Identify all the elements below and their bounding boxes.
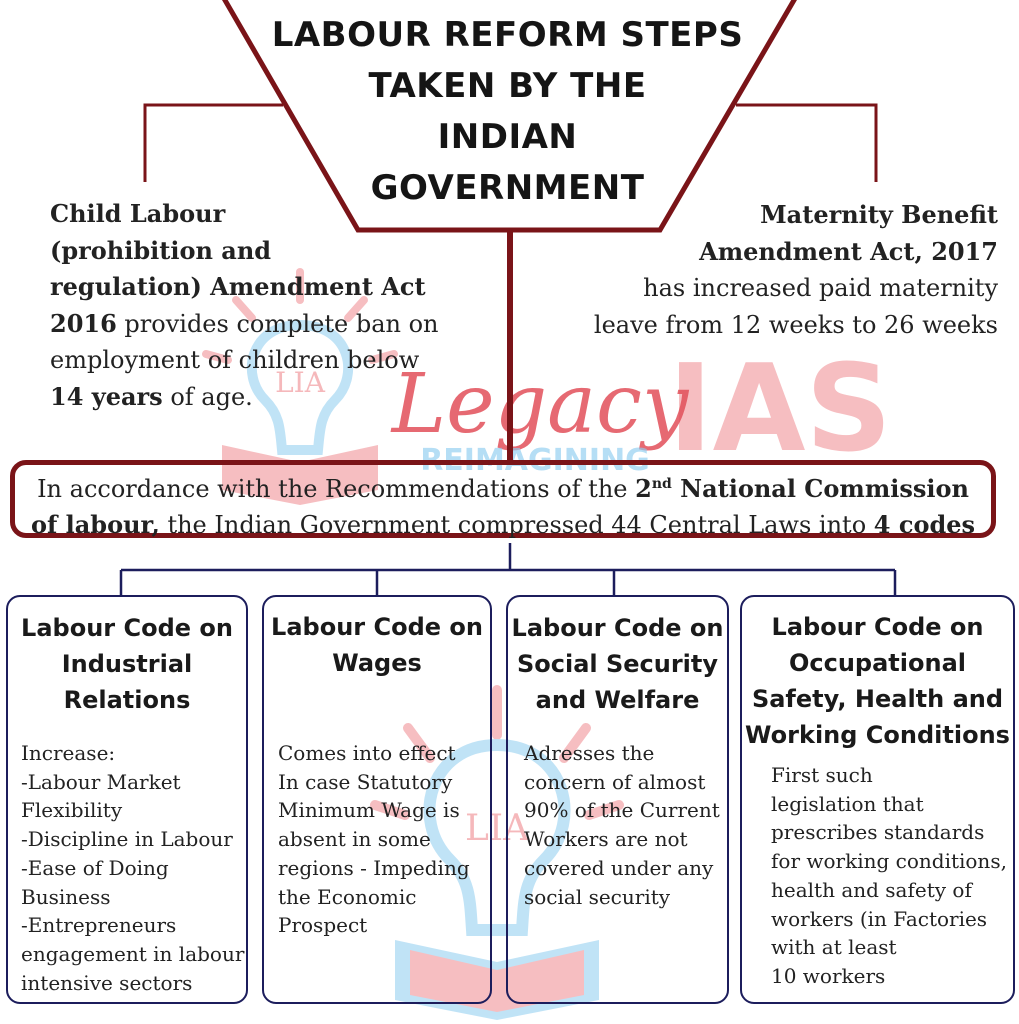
act-description: provides complete ban on — [116, 309, 439, 338]
code-card-social-security — [506, 595, 729, 1004]
act-name-line: regulation) Amendment Act — [50, 272, 426, 301]
banner-text: In accordance with the Recommendations of the — [37, 475, 636, 503]
card-body-line: Flexibility — [21, 798, 123, 823]
watermark-logo-text: LIA — [275, 366, 325, 399]
act-description: leave from 12 weeks to 26 weeks — [593, 310, 998, 339]
banner-codes-count: 4 codes — [873, 510, 976, 539]
card-title — [742, 609, 1013, 753]
card-body-line: workers (in Factories — [771, 906, 988, 931]
card-body-line: Business — [21, 884, 111, 909]
child-labour-act-text — [50, 196, 480, 415]
banner-ordinal-suffix: nd — [651, 476, 672, 492]
age-limit: 14 years — [50, 381, 163, 411]
banner-commission: of labour, — [30, 510, 160, 539]
card-body-line: regions - Impeding — [278, 855, 470, 880]
card-body-line: covered under any — [524, 855, 714, 880]
act-year: 2016 — [50, 308, 117, 338]
card-body — [524, 739, 720, 911]
card-title-line: Working Conditions — [745, 721, 1010, 749]
card-body-line: concern of almost — [524, 769, 706, 794]
card-body-line: absent in some — [278, 827, 431, 852]
code-card-occupational-safety — [740, 595, 1015, 1004]
maternity-act-text — [560, 197, 998, 343]
act-description: employment of children below — [50, 346, 420, 374]
card-body — [771, 761, 1007, 991]
card-title-line: Labour Code on — [271, 613, 483, 641]
card-body-line: -Labour Market — [21, 769, 181, 794]
card-title-line: Safety, Health and — [751, 685, 1004, 713]
card-body-line: Adresses the — [524, 741, 655, 765]
commission-banner — [10, 460, 996, 538]
card-body-line: Comes into effect — [278, 741, 456, 765]
act-name-line: Child Labour — [50, 199, 226, 228]
card-title — [8, 610, 246, 718]
card-body — [278, 739, 470, 940]
card-title-line: and Welfare — [535, 686, 700, 714]
card-body-line: In case Statutory — [278, 769, 453, 794]
act-name-line: Maternity Benefit — [760, 200, 998, 229]
watermark-brand: IAS — [668, 340, 892, 479]
card-body-line: legislation that — [771, 791, 924, 816]
code-card-wages — [262, 595, 492, 1004]
title-line: INDIAN — [437, 117, 578, 157]
act-name-line: (prohibition and — [50, 235, 272, 265]
card-title-line: Labour Code on — [21, 614, 233, 642]
card-body-line: -Ease of Doing — [21, 855, 169, 880]
card-title-line: Social Security — [516, 650, 719, 678]
card-body-line: prescribes standards — [771, 820, 985, 845]
banner-commission: National Commission — [671, 474, 969, 503]
title-line: GOVERNMENT — [370, 168, 645, 208]
card-title-line: Wages — [332, 649, 422, 677]
card-body-line: Minimum Wage is — [278, 798, 460, 823]
card-body-line: 10 workers — [771, 963, 886, 988]
watermark-tagline: REIMAGINING — [420, 443, 650, 478]
act-description: of age. — [162, 382, 253, 411]
title-line: LABOUR REFORM STEPS — [271, 15, 744, 55]
card-title-line: Industrial — [61, 650, 193, 678]
card-body-line: First such — [771, 763, 873, 787]
card-title — [264, 609, 490, 681]
card-body-line: Prospect — [278, 913, 368, 938]
card-body-line: 90% of the Current — [524, 798, 720, 823]
card-body-line: for working conditions, — [771, 849, 1007, 874]
watermark-script: Legacy — [391, 357, 689, 452]
card-title — [508, 610, 727, 718]
card-title-line: Labour Code on — [771, 613, 984, 641]
banner-ordinal: 2 — [635, 474, 652, 503]
card-body-line: with at least — [771, 935, 897, 960]
card-body-line: the Economic — [278, 884, 417, 909]
card-body-line: Increase: — [21, 741, 116, 765]
code-card-industrial-relations — [6, 595, 248, 1004]
watermark-logo-text-lower: LIA — [464, 808, 530, 849]
card-title-line: Relations — [63, 686, 191, 714]
card-body-line: social security — [524, 884, 671, 909]
page-title — [255, 10, 760, 214]
banner-text: the Indian Government compressed 44 Central Laws into — [159, 511, 874, 539]
card-body-line: health and safety of — [771, 877, 972, 902]
card-body-line: -Entrepreneurs — [21, 913, 177, 938]
act-description: has increased paid maternity — [643, 274, 998, 302]
card-title-line: Labour Code on — [511, 614, 724, 642]
card-title-line: Occupational — [788, 649, 966, 677]
card-body-line: Workers are not — [524, 827, 688, 852]
card-body-line: intensive sectors — [21, 970, 193, 995]
title-line: TAKEN BY THE — [368, 66, 647, 106]
card-body-line: -Discipline in Labour — [21, 827, 233, 852]
card-body-line: engagement in labour — [21, 941, 245, 966]
act-name-line: Amendment Act, 2017 — [699, 236, 998, 266]
card-body — [21, 739, 244, 997]
